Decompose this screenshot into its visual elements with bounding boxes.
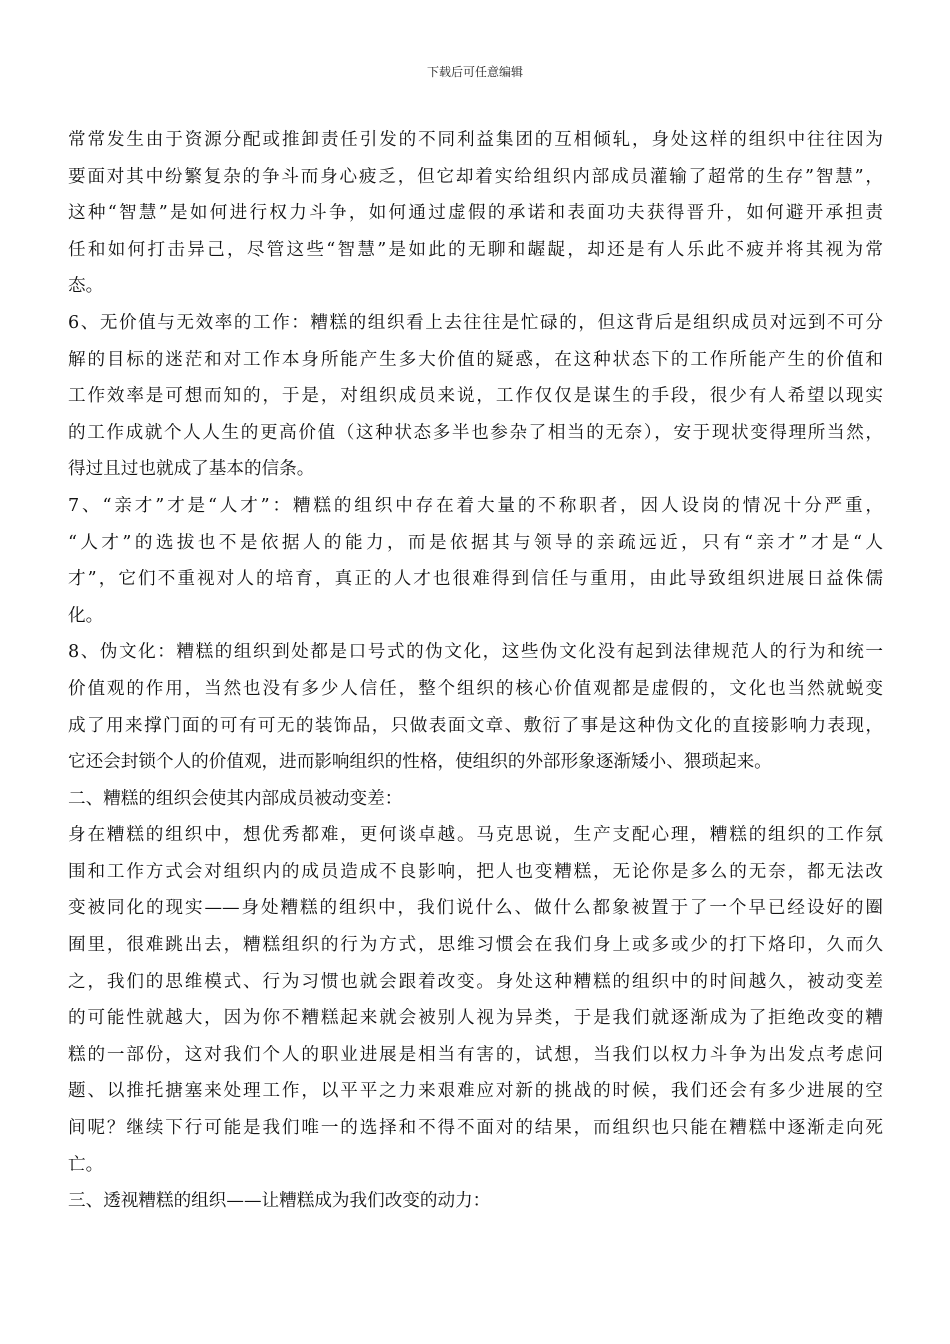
paragraph-section-2-body (68, 817, 883, 1183)
text-line: 常常发生由于资源分配或推卸责任引发的不同利益集团的互相倾轧，身处这样的组织中往往因为 (68, 130, 883, 150)
text-line: 糕的一部份，这对我们个人的职业进展是相当有害的，试想，当我们以权力斗争为出发点考虑问 (68, 1044, 883, 1065)
text-line: 6、无价值与无效率的工作：糟糕的组织看上去往往是忙碌的，但这背后是组织成员对远到不可分 (68, 312, 883, 333)
text-line: 7、“亲才”才是“人才”：糟糕的组织中存在着大量的不称职者，因人设岗的情况十分严重， (68, 495, 883, 516)
heading-line: 二、糟糕的组织会使其内部成员被动变差： (68, 788, 403, 809)
text-line: 围和工作方式会对组织内的成员造成不良影响，把人也变糟糕，无论你是多么的无奈，都无法改 (68, 861, 883, 882)
text-line: 亡。 (68, 1154, 104, 1175)
text-line: 间呢？继续下行可能是我们唯一的选择和不得不面对的结果，而组织也只能在糟糕中逐渐走向死 (68, 1118, 883, 1139)
paragraph-item-7 (68, 488, 883, 634)
text-line: 之，我们的思维模式、行为习惯也就会跟着改变。身处这种糟糕的组织中的时间越久，被动变差 (68, 971, 883, 992)
page-header-note: 下载后可任意编辑 (426, 65, 523, 79)
document-body (68, 122, 883, 1220)
text-line: 的可能性就越大，因为你不糟糕起来就会被别人视为异类，于是我们就逐渐成为了拒绝改变的糟 (68, 1008, 883, 1029)
text-line: 成了用来撑门面的可有可无的装饰品，只做表面文章、敷衍了事是这种伪文化的直接影响力表现， (68, 715, 883, 736)
text-line: 要面对其中纷繁复杂的争斗而身心疲乏，但它却着实给组织内部成员灌输了超常的生存”智慧”， (68, 166, 883, 187)
text-line: 变被同化的现实——身处糟糕的组织中，我们说什么、做什么都象被置于了一个早已经设好的圈 (68, 898, 883, 919)
text-line: 工作效率是可想而知的，于是，对组织成员来说，工作仅仅是谋生的手段，很少有人希望以现实 (68, 386, 883, 407)
paragraph-item-8 (68, 634, 883, 780)
text-line: 这种“智慧”是如何进行权力斗争，如何通过虚假的承诺和表面功夫获得晋升，如何避开承担责 (68, 203, 883, 224)
heading-line: 三、透视糟糕的组织——让糟糕成为我们改变的动力： (68, 1191, 491, 1212)
paragraph-item-6 (68, 305, 883, 488)
text-line: 题、以推托搪塞来处理工作，以平平之力来艰难应对新的挑战的时候，我们还会有多少进展的空 (68, 1081, 883, 1102)
text-line: 解的目标的迷茫和对工作本身所能产生多大价值的疑惑，在这种状态下的工作所能产生的价值和 (68, 349, 883, 370)
section-heading-2 (68, 781, 883, 818)
section-heading-3 (68, 1183, 883, 1220)
text-line: 身在糟糕的组织中，想优秀都难，更何谈卓越。马克思说，生产支配心理，糟糕的组织的工作氛 (68, 825, 883, 846)
text-line: 的工作成就个人人生的更高价值（这种状态多半也参杂了相当的无奈），安于现状变得理所当然， (68, 422, 883, 443)
text-line: 得过且过也就成了基本的信条。 (68, 459, 315, 480)
paragraph-continuation (68, 122, 883, 305)
text-line: “人才”的选拔也不是依据人的能力，而是依据其与领导的亲疏远近，只有“亲才”才是“人 (68, 532, 883, 553)
text-line: 价值观的作用，当然也没有多少人信任，整个组织的核心价值观都是虚假的，文化也当然就蜕变 (68, 678, 883, 699)
text-line: 囿里，很难跳出去，糟糕组织的行为方式，思维习惯会在我们身上或多或少的打下烙印，久而久 (68, 935, 883, 956)
text-line: 任和如何打击异己，尽管这些“智慧”是如此的无聊和龌龊，却还是有人乐此不疲并将其视为常 (68, 239, 883, 260)
text-line: 才”，它们不重视对人的培育，真正的人才也很难得到信任与重用，由此导致组织进展日益侏儒 (68, 569, 883, 590)
text-line: 它还会封锁个人的价值观，进而影响组织的性格，使组织的外部形象逐渐矮小、猥琐起来。 (68, 752, 772, 773)
text-line: 化。 (68, 605, 104, 626)
text-line: 态。 (68, 276, 104, 297)
text-line: 8、伪文化：糟糕的组织到处都是口号式的伪文化，这些伪文化没有起到法律规范人的行为和统一 (68, 642, 883, 663)
